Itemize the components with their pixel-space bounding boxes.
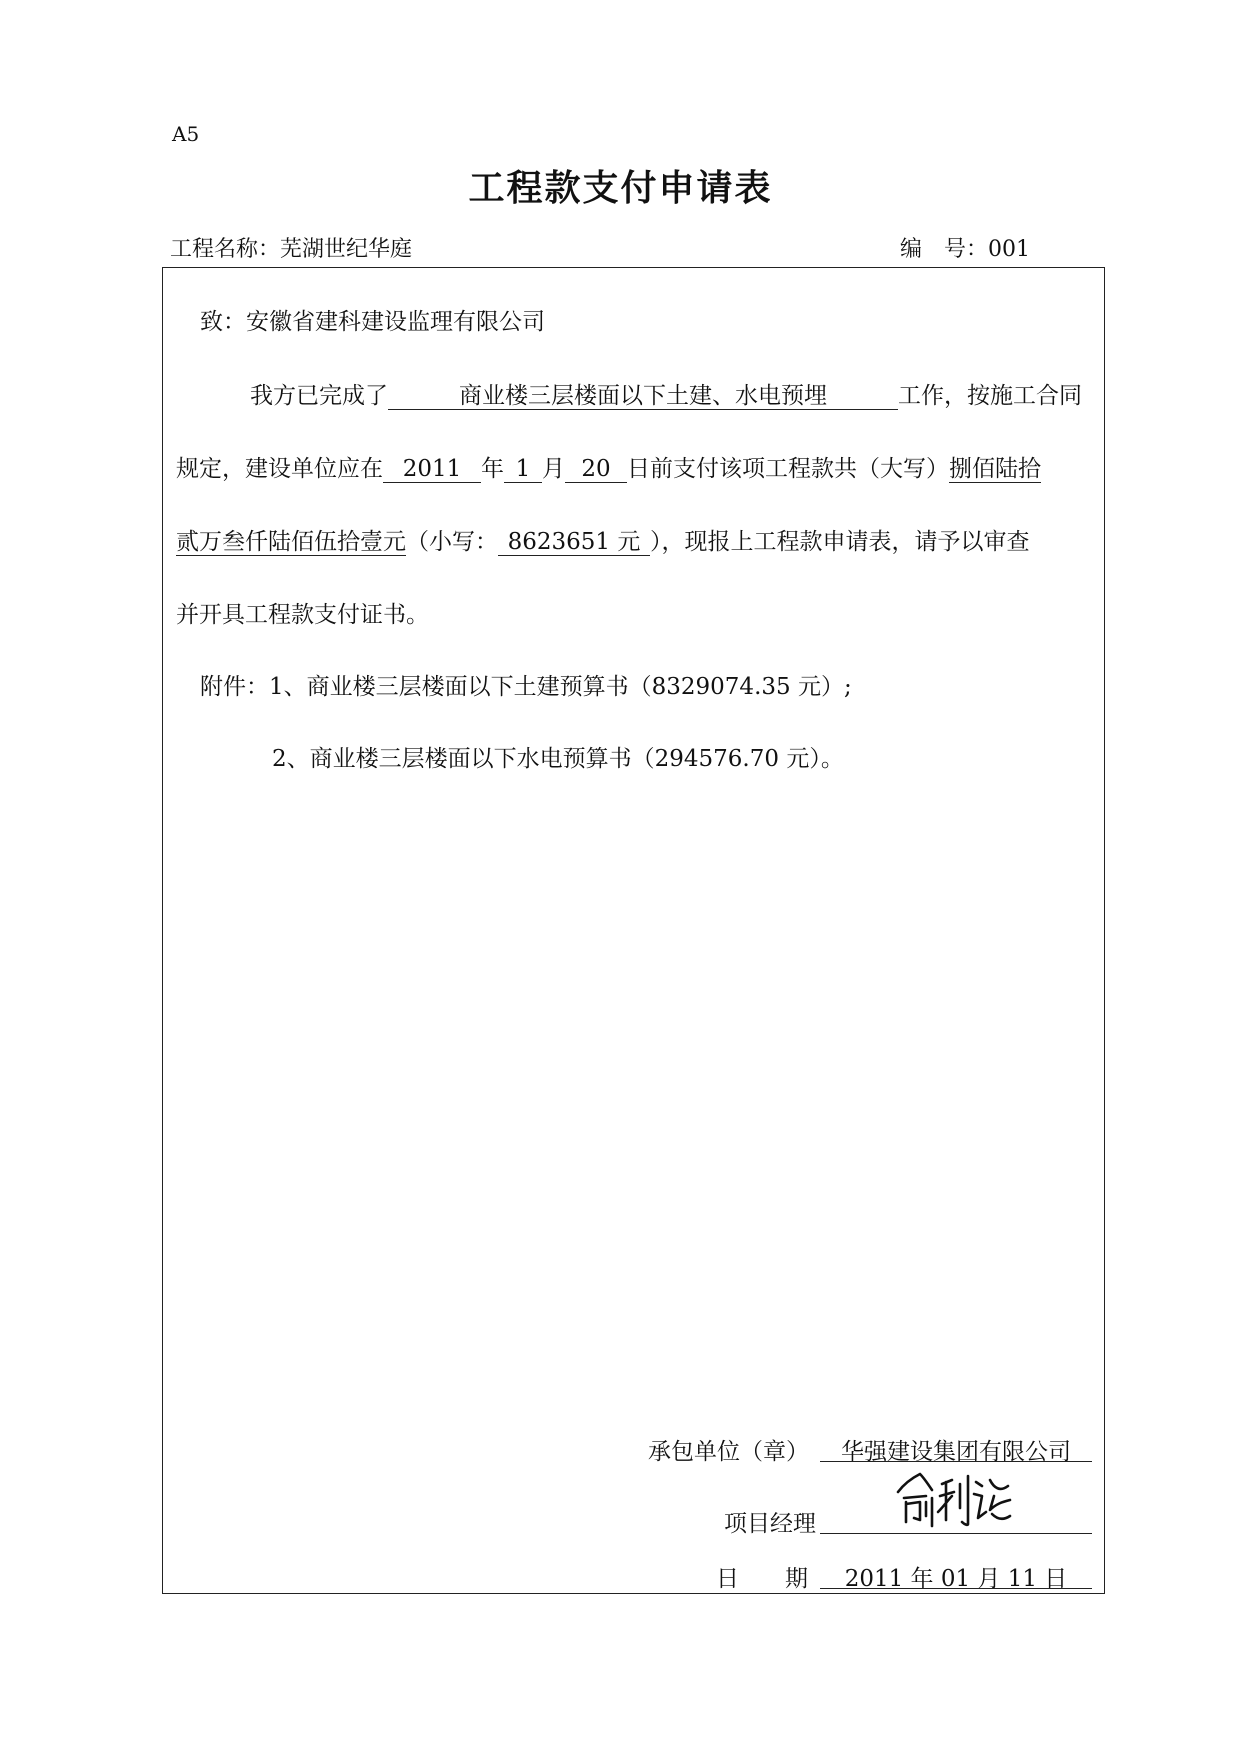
contractor-label: 承包单位（章） [648,1439,809,1465]
number-label: 编 号： [900,237,989,262]
attachment-item: 1、商业楼三层楼面以下土建预算书（8329074.35 元）; [269,674,852,700]
document-number-row [900,232,1030,263]
addressee: 安徽省建科建设监理有限公司 [246,309,545,335]
pay-year: 2011 [383,457,481,483]
p3-text-b: ），现报上工程款申请表，请予以审查 [650,529,1030,555]
amount-upper-part-2: 贰万叁仟陆佰伍拾壹元 [176,529,406,555]
p3-text-a: （小写： [406,529,498,555]
date-underline [820,1588,1092,1589]
pay-day: 20 [565,457,627,483]
document-title: 工程款支付申请表 [468,167,773,209]
p2-text-a: 规定，建设单位应在 [176,456,383,482]
p1-text-b: 工作，按施工合同 [898,383,1082,409]
attachment-row-1 [200,668,852,701]
paragraph-line-1 [250,377,1082,410]
project-name-row [170,232,412,263]
paragraph-line-4: 并开具工程款支付证书。 [176,602,429,628]
amount-upper-part-1: 捌佰陆拾 [949,456,1041,482]
work-item: 商业楼三层楼面以下土建、水电预埋 [388,384,898,410]
sign-date: 2011 年 01 月 11 日 [844,1566,1068,1592]
p1-text-a: 我方已完成了 [250,383,388,409]
manager-underline [820,1533,1092,1534]
paragraph-line-2 [176,450,1041,483]
p2-text-b: 日前支付该项工程款共（大写） [627,456,949,482]
amount-lower: 8623651 元 [498,530,650,556]
contractor-name: 华强建设集团有限公司 [841,1439,1071,1465]
attachment-item: 2、商业楼三层楼面以下水电预算书（294576.70 元）。 [272,746,844,772]
form-code: A5 [172,122,200,146]
to-label: 致： [200,309,246,335]
date-label: 日 期 [716,1566,808,1592]
manager-label: 项目经理 [724,1511,816,1537]
document-number: 001 [988,237,1031,262]
year-suffix: 年 [481,456,504,482]
month-suffix: 月 [542,456,565,482]
handwritten-signature [890,1468,1015,1530]
addressee-row [200,303,545,336]
paragraph-line-3 [176,523,1030,556]
project-label: 工程名称： [170,237,281,262]
project-name: 芜湖世纪华庭 [280,237,413,262]
attachment-label: 附件： [200,674,269,700]
pay-month: 1 [504,457,542,483]
contractor-underline [820,1461,1092,1462]
